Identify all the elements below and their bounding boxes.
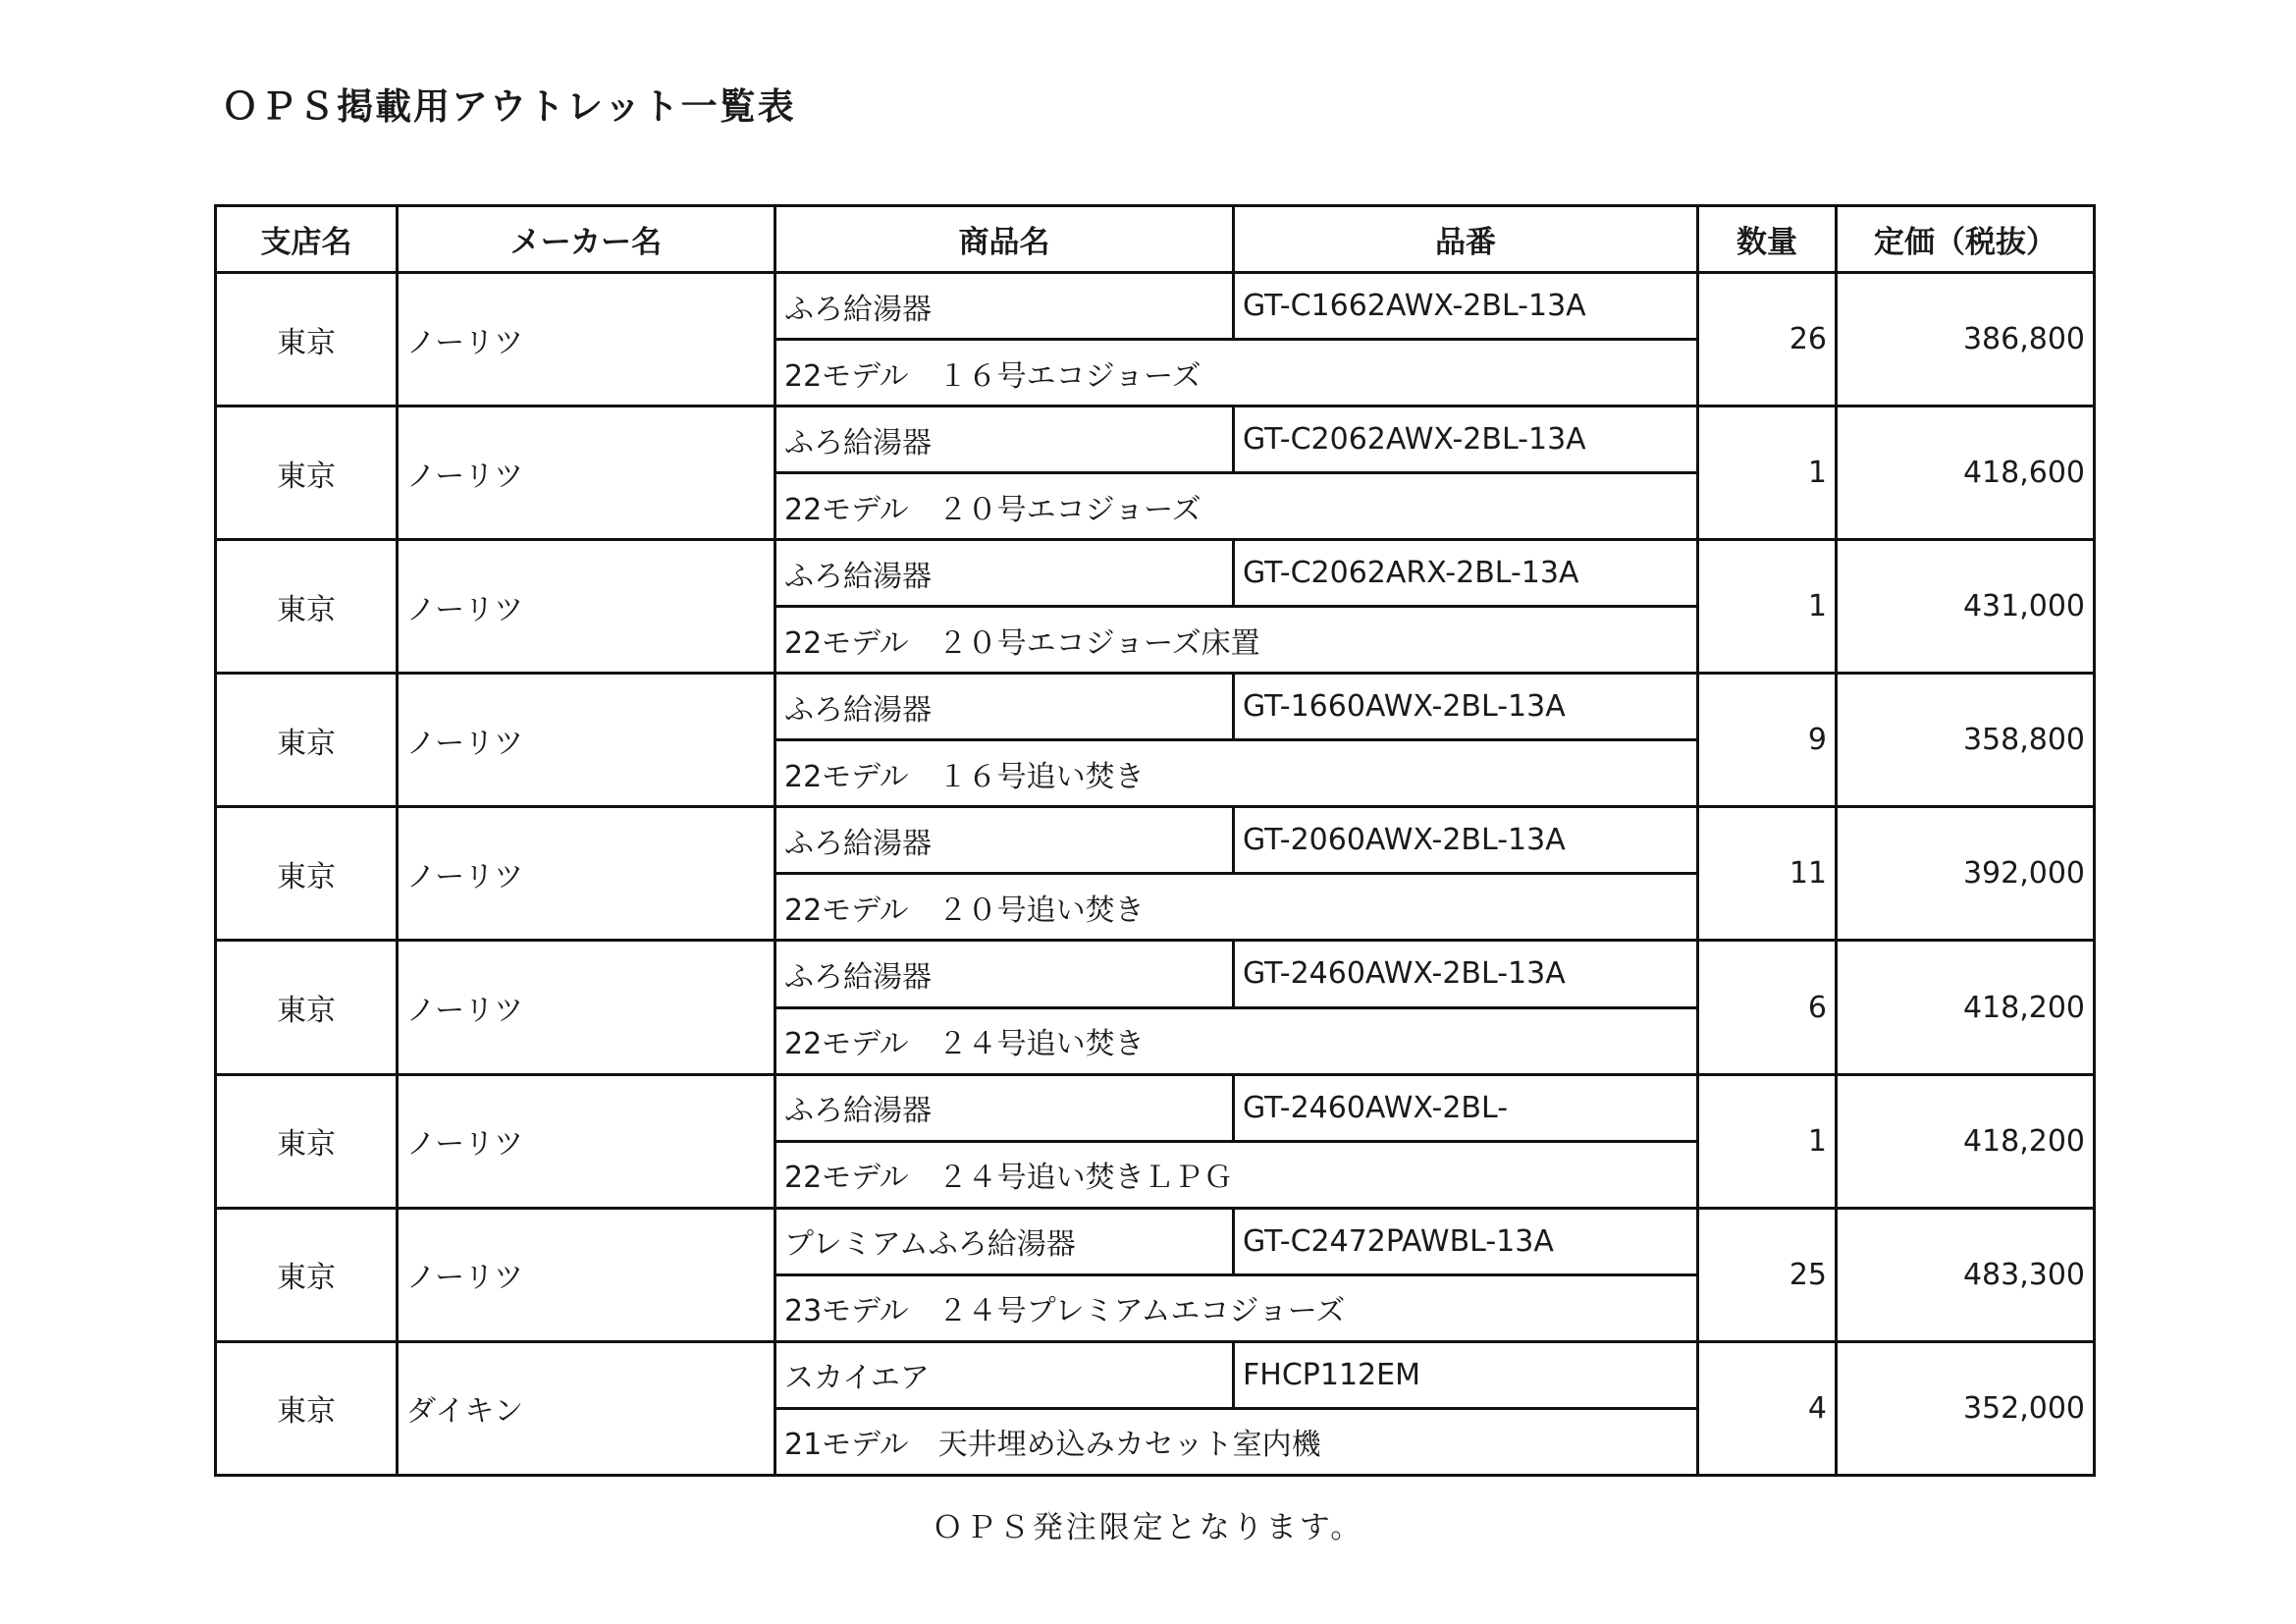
maker-cell: ノーリツ — [398, 406, 775, 540]
header-quantity: 数量 — [1698, 206, 1837, 273]
table-row — [216, 540, 2095, 607]
maker-cell: ダイキン — [398, 1341, 775, 1475]
model-description-cell: 22モデル １６号追い焚き — [775, 740, 1698, 807]
footer-note: ＯＰＳ発注限定となります。 — [932, 1510, 1364, 1545]
table-row — [216, 1074, 2095, 1141]
price-cell: 392,000 — [1837, 807, 2095, 941]
part-number-cell: GT-1660AWX-2BL-13A — [1234, 674, 1698, 740]
product-name-cell: ふろ給湯器 — [775, 674, 1234, 740]
branch-cell: 東京 — [216, 540, 398, 674]
product-name-cell: ふろ給湯器 — [775, 1074, 1234, 1141]
price-cell: 418,200 — [1837, 941, 2095, 1074]
price-cell: 358,800 — [1837, 674, 2095, 807]
part-number-cell: GT-2460AWX-2BL-13A — [1234, 941, 1698, 1007]
branch-cell: 東京 — [216, 807, 398, 941]
price-cell: 418,600 — [1837, 406, 2095, 540]
header-product: 商品名 — [775, 206, 1234, 273]
table-row — [216, 406, 2095, 473]
model-description-cell: 22モデル ２０号追い焚き — [775, 874, 1698, 941]
maker-cell: ノーリツ — [398, 674, 775, 807]
price-cell: 418,200 — [1837, 1074, 2095, 1208]
table-row — [216, 674, 2095, 740]
part-number-cell: GT-C2472PAWBL-13A — [1234, 1208, 1698, 1274]
header-branch: 支店名 — [216, 206, 398, 273]
price-cell: 386,800 — [1837, 273, 2095, 406]
price-cell: 352,000 — [1837, 1341, 2095, 1475]
branch-cell: 東京 — [216, 1341, 398, 1475]
model-description-cell: 22モデル ２４号追い焚きＬＰＧ — [775, 1141, 1698, 1208]
part-number-cell: GT-C2062AWX-2BL-13A — [1234, 406, 1698, 473]
maker-cell: ノーリツ — [398, 540, 775, 674]
quantity-cell: 6 — [1698, 941, 1837, 1074]
quantity-cell: 25 — [1698, 1208, 1837, 1341]
maker-cell: ノーリツ — [398, 1074, 775, 1208]
quantity-cell: 1 — [1698, 1074, 1837, 1208]
price-cell: 483,300 — [1837, 1208, 2095, 1341]
table-header-row — [216, 206, 2095, 273]
model-description-cell: 22モデル ２０号エコジョーズ — [775, 473, 1698, 540]
table-row — [216, 941, 2095, 1007]
table-row — [216, 1341, 2095, 1408]
maker-cell: ノーリツ — [398, 273, 775, 406]
page-title: ＯＰＳ掲載用アウトレット一覧表 — [222, 85, 796, 128]
product-name-cell: ふろ給湯器 — [775, 807, 1234, 874]
branch-cell: 東京 — [216, 273, 398, 406]
part-number-cell: GT-2460AWX-2BL- — [1234, 1074, 1698, 1141]
product-name-cell: ふろ給湯器 — [775, 273, 1234, 340]
branch-cell: 東京 — [216, 406, 398, 540]
maker-cell: ノーリツ — [398, 807, 775, 941]
branch-cell: 東京 — [216, 941, 398, 1074]
model-description-cell: 22モデル ２４号追い焚き — [775, 1007, 1698, 1074]
part-number-cell: GT-C2062ARX-2BL-13A — [1234, 540, 1698, 607]
outlet-table — [214, 204, 2096, 1477]
quantity-cell: 11 — [1698, 807, 1837, 941]
product-name-cell: ふろ給湯器 — [775, 941, 1234, 1007]
quantity-cell: 9 — [1698, 674, 1837, 807]
model-description-cell: 21モデル 天井埋め込みカセット室内機 — [775, 1408, 1698, 1475]
maker-cell: ノーリツ — [398, 941, 775, 1074]
part-number-cell: FHCP112EM — [1234, 1341, 1698, 1408]
header-maker: メーカー名 — [398, 206, 775, 273]
product-name-cell: プレミアムふろ給湯器 — [775, 1208, 1234, 1274]
part-number-cell: GT-C1662AWX-2BL-13A — [1234, 273, 1698, 340]
model-description-cell: 22モデル ２０号エコジョーズ床置 — [775, 607, 1698, 674]
header-price: 定価（税抜） — [1837, 206, 2095, 273]
branch-cell: 東京 — [216, 1208, 398, 1341]
model-description-cell: 22モデル １６号エコジョーズ — [775, 340, 1698, 406]
product-name-cell: スカイエア — [775, 1341, 1234, 1408]
quantity-cell: 1 — [1698, 540, 1837, 674]
branch-cell: 東京 — [216, 674, 398, 807]
branch-cell: 東京 — [216, 1074, 398, 1208]
quantity-cell: 26 — [1698, 273, 1837, 406]
table-row — [216, 1208, 2095, 1274]
part-number-cell: GT-2060AWX-2BL-13A — [1234, 807, 1698, 874]
product-name-cell: ふろ給湯器 — [775, 540, 1234, 607]
table-row — [216, 807, 2095, 874]
quantity-cell: 1 — [1698, 406, 1837, 540]
quantity-cell: 4 — [1698, 1341, 1837, 1475]
header-part-no: 品番 — [1234, 206, 1698, 273]
model-description-cell: 23モデル ２４号プレミアムエコジョーズ — [775, 1274, 1698, 1341]
product-name-cell: ふろ給湯器 — [775, 406, 1234, 473]
table-row — [216, 273, 2095, 340]
maker-cell: ノーリツ — [398, 1208, 775, 1341]
price-cell: 431,000 — [1837, 540, 2095, 674]
